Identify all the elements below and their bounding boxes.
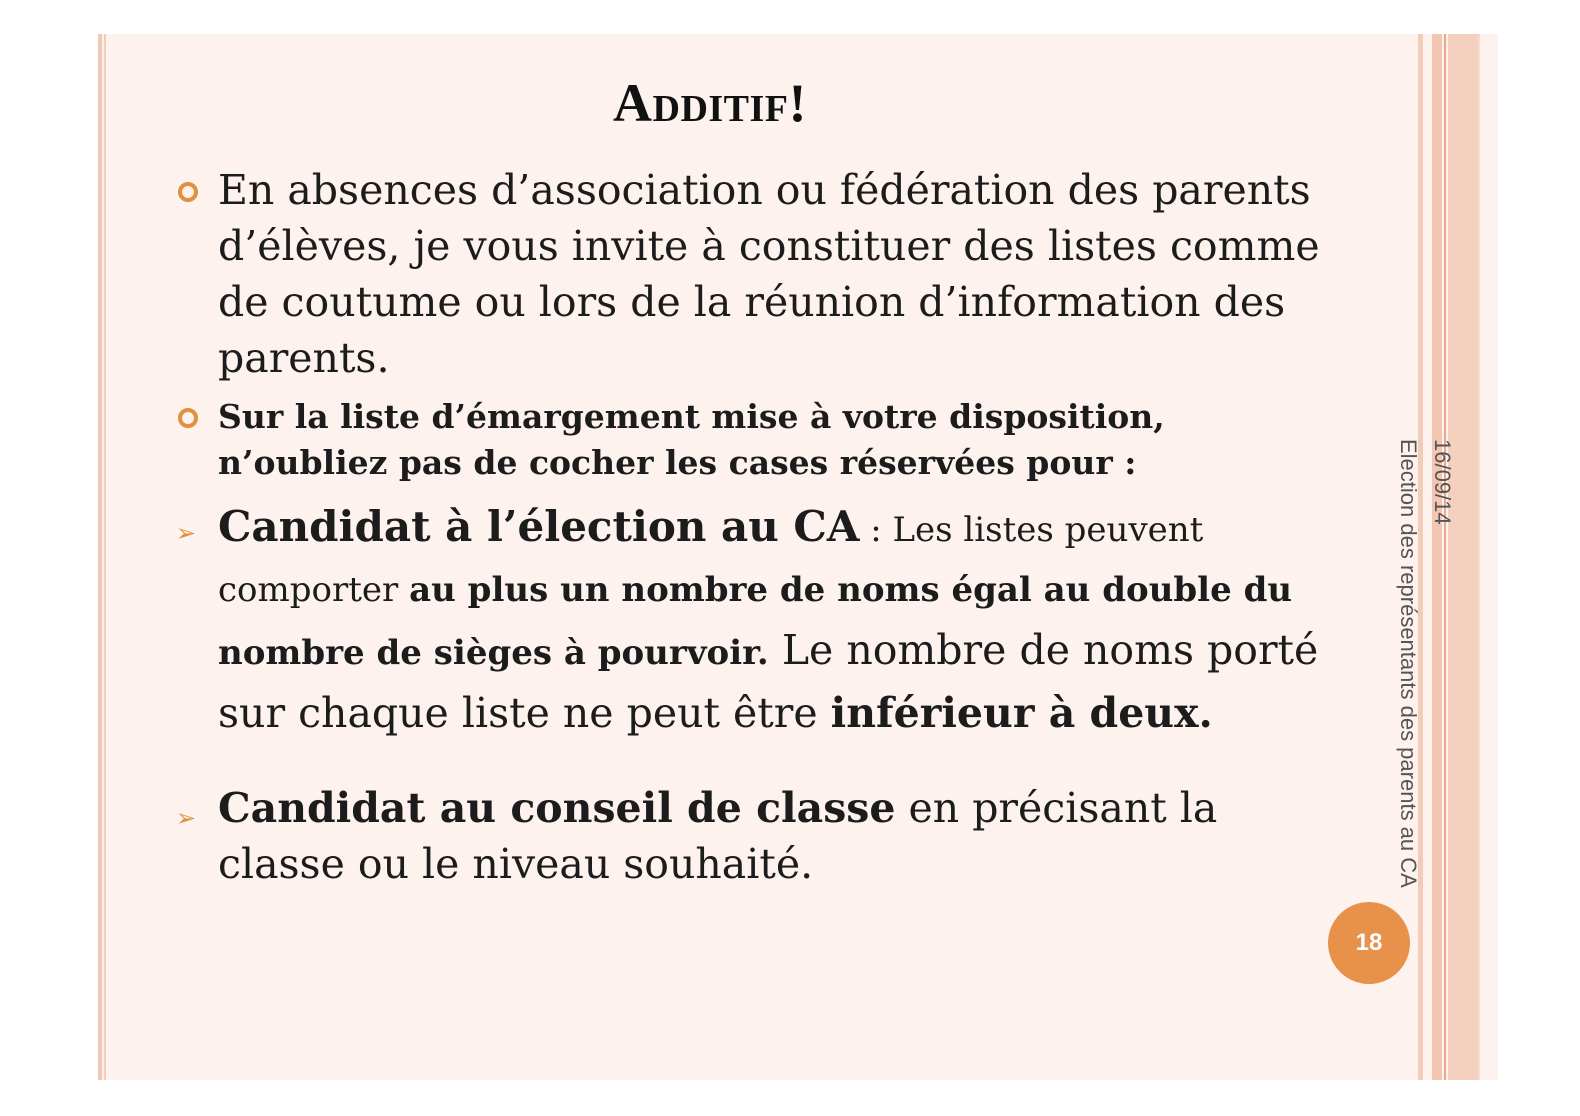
bullet-item-1 [218,162,1328,386]
right-stripe-5 [1478,34,1480,1080]
bullet-4-text: en précisant la classe ou le niveau souhaité. [218,784,1218,888]
bullet-item-2 [218,394,1328,486]
bullet-4-heading: Candidat au conseil de classe [218,784,896,832]
bullet-3-emphasis-b: inférieur à deux. [830,689,1213,737]
bullet-item-3 [176,500,1328,749]
circle-bullet-icon [178,408,198,428]
left-border-line-inner [104,34,106,1080]
slide-title: Additif! [613,73,807,133]
bullet-3-heading: Candidat à l’élection au CA [218,502,860,551]
arrow-bullet-icon: ➢ [176,804,197,832]
bullet-3-emphasis-a: au plus un nombre de noms égal au double du nombre de sièges à pourvoir. [218,570,1293,673]
side-footer [1365,439,1455,899]
footer-title: Election des représentants des parents au CA [1396,439,1421,888]
circle-bullet-icon [178,182,198,202]
arrow-bullet-icon: ➢ [176,519,197,547]
bullet-item-4 [176,780,1328,892]
slide-date: 16/09/14 [1430,439,1455,525]
bullet-3-text-b: Le nombre de noms porté sur chaque liste ne peut être [218,626,1319,737]
left-border-line [98,34,102,1080]
bullet-text-1: En absences d’association ou fédération des parents d’élèves, je vous invite à constituer des listes comme de coutume ou lors de la réunion d’information des parents. [218,166,1320,382]
bullet-3-text-a: : Les listes peuvent comporter [218,510,1204,610]
bullet-text-2: Sur la liste d’émargement mise à votre disposition, n’oubliez pas de cocher les cases réservées pour : [218,397,1165,482]
page-number-badge: 18 [1328,902,1410,984]
